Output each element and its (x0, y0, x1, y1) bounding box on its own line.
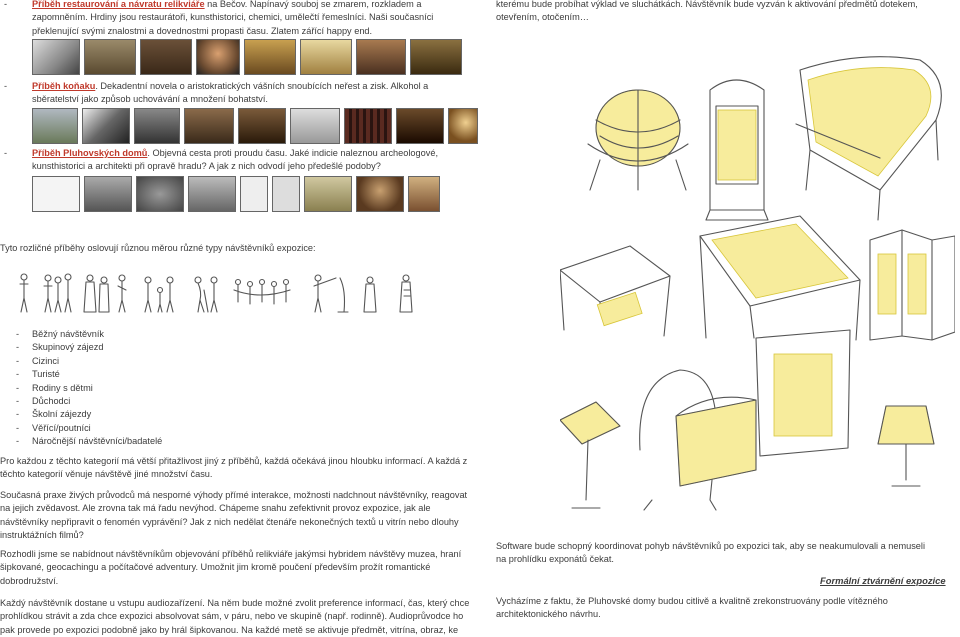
photo-10 (82, 108, 130, 144)
paragraph-audioguide: Každý návštěvník dostane u vstupu audiozařízení. Na něm bude možné zvolit preference informací, čas, který chce prohlídkou strávit a zda chce expozici absolvovat sám, v páru, nebo ve skupině (např. rodinně). Audioprůvodce ho pak provede po expozici podobně jako by hrál šipkovanou. Na každé metě se aktivuje předmět, vitrína, obraz, ke (0, 598, 470, 635)
lectern-sketch (560, 402, 620, 508)
reliquary-photo-strip (32, 39, 462, 75)
photo-17 (448, 108, 478, 144)
paragraph-architecture: Vycházíme z faktu, že Pluhovské domy budou citlivě a kvalitně zrekonstruovány podle vítězného architektonického návrhu. (496, 596, 888, 620)
list-item: - Rodiny s dětmi (0, 382, 162, 395)
visitors-intro: Tyto rozličné příběhy oslovují různou měrou různé typy návštěvníků expozice: (0, 243, 316, 253)
pluhov-photo-strip (32, 176, 440, 212)
list-item: - Školní zájezdy (0, 408, 162, 421)
paragraph-categories: Pro každou z těchto kategorií má větší přitažlivost jiný z příběhů, každá očekává jinou hloubku informací. A každá z těchto kategorií věnuje návštěvě jiné množství času. (0, 456, 468, 480)
photo-21 (188, 176, 236, 212)
photo-23 (272, 176, 300, 212)
piano-sketch (796, 57, 941, 220)
right-top-text: kterému bude probíhat výklad ve sluchátkách. Návštěvník bude vyzván k aktivování předmětů dotekem, otevřením, otočením… (496, 0, 918, 23)
list-item: - Běžný návštěvník (0, 328, 162, 341)
list-item: - Důchodci (0, 395, 162, 408)
photo-15 (344, 108, 392, 144)
story-pluhov-text: . Objevná cesta proti proudu času. Jaké indicie naleznou archeologové, kunsthistorici a architekti při opravě hradu? A jak z nich odvodí jeho předešlé podoby? (32, 148, 438, 172)
clock-sketch (706, 80, 768, 220)
globe-sketch (588, 90, 688, 190)
story-pluhov-houses: - Příběh Pluhovských domů. Objevná cesta proti proudu času. Jaké indicie naleznou archeologové, kunsthistorici a architekti při opravě hradu? A jak z nich odvodí jeho předešlé podoby? (4, 148, 438, 172)
story-reliquary: - Příběh restaurování a návratu relikviáře na Bečov. Napínavý souboj se zmarem, rozkladem a zapomněním. Hrdiny jsou restaurátoři, kunsthistorici, chemici, umělečtí řemeslníci. Naši současníci překlenující svými znalostmi a dovednostmi propasti času. Zlatem zářící happy end. (4, 0, 434, 36)
photo-11 (134, 108, 180, 144)
list-item: - Náročnější návštěvníci/badatelé (0, 435, 162, 448)
photo-3 (140, 39, 192, 75)
paragraph-guides: Současná praxe živých průvodců má nesporné výhody přímé interakce, možnosti nadchnout návštěvníky, reagovat na jejich zvědavost. Ale zrovna tak má řadu nevýhod. Chápeme snahu zefektivnit provoz expozice, jak ale návštěvníky nepřipravit o fenomén vyprávění? Jak z nich nedělat čtenáře nekonečných textů u vitrín nebo dlouhy instruktážních filmů? (0, 490, 468, 541)
story-cognac-title[interactable]: Příběh koňaku (32, 81, 96, 91)
photo-6 (300, 39, 352, 75)
photo-12 (184, 108, 234, 144)
photo-18 (32, 176, 80, 212)
chair-chest-sketch (640, 370, 756, 510)
visitor-types-list (0, 328, 162, 449)
section-heading-formal: Formální ztvárnění expozice (820, 575, 946, 586)
list-item: - Věřící/poutníci (0, 422, 162, 435)
photo-26 (408, 176, 440, 212)
story-cognac-text: . Dekadentní novela o aristokratických vášních snoubících neřest a zisk. Alkohol a sběratelství jako způsob uchovávání a množení bohatství. (32, 81, 429, 105)
console-table-sketch (560, 246, 670, 336)
list-item: - Skupinový zájezd (0, 341, 162, 354)
list-item: - Cizinci (0, 355, 162, 368)
story-reliquary-text: na Bečov. Napínavý souboj se zmarem, rozkladem a zapomněním. Hrdiny jsou restaurátoři, kunsthistorici, chemici, umělečtí řemeslníci. Naši současníci překlenující svými znalostmi a dovednostmi propasti času. Zlatem zářící happy end. (32, 0, 434, 36)
display-table-sketch (700, 216, 860, 340)
photo-1 (32, 39, 80, 75)
exhibit-furniture-sketch (560, 40, 955, 540)
folding-screen-sketch (870, 230, 955, 340)
story-reliquary-title[interactable]: Příběh restaurování a návratu relikviáře (32, 0, 205, 9)
photo-8 (410, 39, 462, 75)
photo-13 (238, 108, 286, 144)
photo-2 (84, 39, 136, 75)
cognac-photo-strip (32, 108, 478, 144)
story-cognac: - Příběh koňaku. Dekadentní novela o aristokratických vášních snoubících neřest a zisk. Alkohol a sběratelství jako způsob uchovávání a množení bohatství. (4, 81, 429, 105)
photo-16 (396, 108, 444, 144)
photo-25 (356, 176, 404, 212)
visitor-figures-sketch (18, 272, 418, 320)
lamp-sketch (878, 406, 934, 486)
paragraph-adventure: Rozhodli jsme se nabídnout návštěvníkům objevování příběhů relikviáře jakýmsi hybridem návštěvy muzea, hraní šipkované, geocachingu a počítačové adventury. Umožnit jim kromě poučení především prožít romantické dobrodružství. (0, 549, 462, 586)
photo-9 (32, 108, 78, 144)
photo-5 (244, 39, 296, 75)
photo-20 (136, 176, 184, 212)
photo-24 (304, 176, 352, 212)
story-pluhov-title[interactable]: Příběh Pluhovských domů (32, 148, 148, 158)
photo-22 (240, 176, 268, 212)
paragraph-software: Software bude schopný koordinovat pohyb návštěvníků po expozici tak, aby se neakumulovali a nemuseli na prohlídku exponátů čekat. (496, 541, 926, 565)
frame-sketch (756, 330, 850, 456)
photo-7 (356, 39, 406, 75)
photo-4 (196, 39, 240, 75)
photo-14 (290, 108, 340, 144)
photo-19 (84, 176, 132, 212)
list-item: - Turisté (0, 368, 162, 381)
